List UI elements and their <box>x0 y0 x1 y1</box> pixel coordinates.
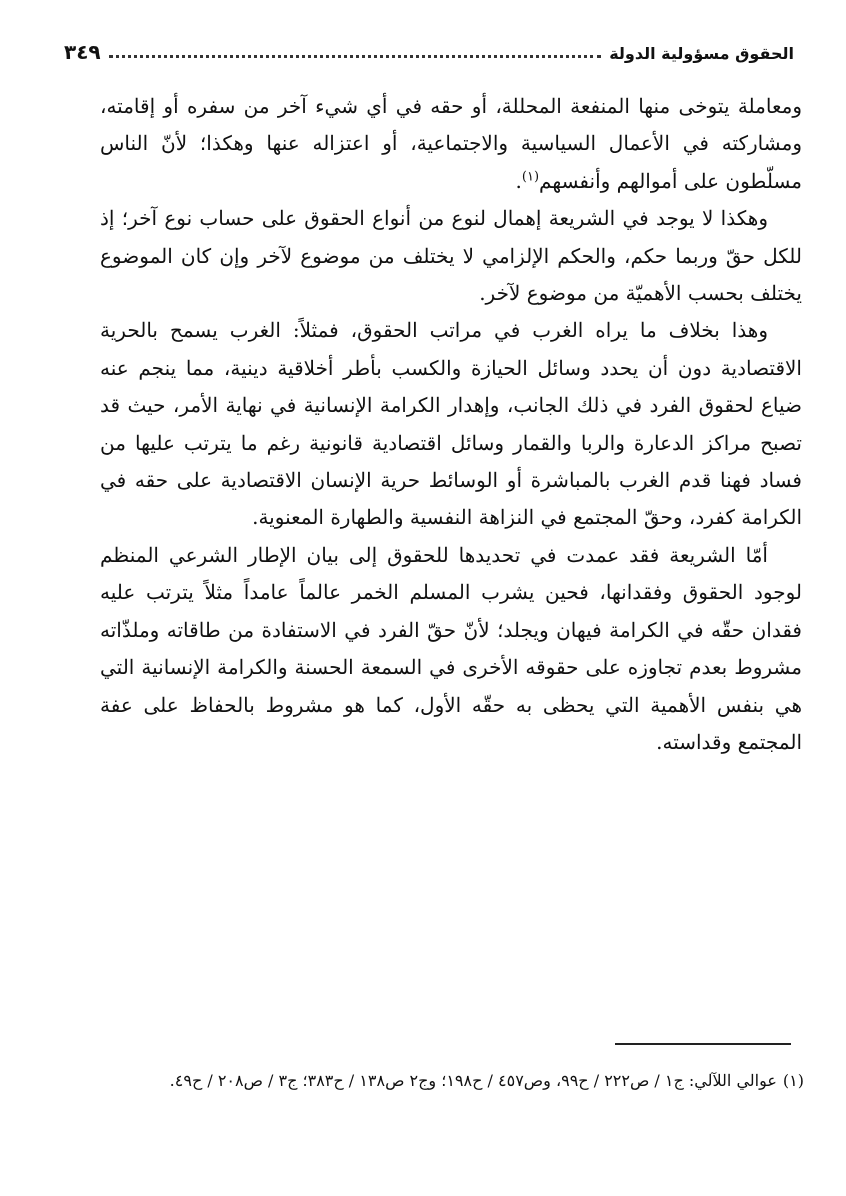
main-text <box>100 88 802 761</box>
page-header <box>64 28 794 62</box>
footnote-text: عوالي اللآلي: ج١ / ص٢٢٢ / ح٩٩، وص٤٥٧ / ح١٩٨؛ وج٢ ص١٣٨ / ح٣٨٣؛ ج٣ / ص٢٠٨ / ح٤٩. <box>169 1071 777 1090</box>
paragraph-text: ومعاملة يتوخى منها المنفعة المحللة، أو حقه في أي شيء آخر من سفره أو إقامته، ومشاركته في الأعمال السياسية والاجتماعية، أو اعتزاله عنها وهكذا؛ لأنّ الناس مسلّطون على أموالهم وأنفسهم <box>100 94 802 193</box>
running-title: الحقوق مسؤولية الدولة <box>609 44 794 63</box>
paragraph: أمّا الشريعة فقد عمدت في تحديدها للحقوق إلى بيان الإطار الشرعي المنظم لوجود الحقوق وفقدانها، فحين يشرب المسلم الخمر عالماً عامداً مثلاً يترتب عليه فقدان حقّه في الكرامة فيهان ويجلد؛ لأنّ حقّ الفرد في الاستفادة من طاقاته وملذّاته مشروط بعدم تجاوزه على حقوقه الأخرى في السمعة الحسنة والكرامة الإنسانية التي هي بنفس الأهمية التي يحظى به حقّه الأول، كما هو مشروط بالحفاظ على عفة المجتمع وقداسته. <box>100 542 802 754</box>
paragraph <box>100 88 802 200</box>
paragraph-end: . <box>515 168 522 193</box>
page-number: ٣٤٩ <box>64 40 101 64</box>
paragraph: وهذا بخلاف ما يراه الغرب في مراتب الحقوق، فمثلاً: الغرب يسمح بالحرية الاقتصادية دون أن يحدد وسائل الحيازة والكسب بأطر أخلاقية دينية، مما ينجم عنه ضياع لحقوق الفرد في ذلك الجانب، وإهدار الكرامة الإنسانية في نهاية الأمر، حيث قد تصبح مراكز الدعارة والربا والقمار وسائل اقتصادية قانونية رغم ما يترتب عليها من فساد فهنا قدم الغرب بالمباشرة أو الوسائط حرية الإنسان الاقتصادية على حقه في الكرامة كفرد، وحقّ المجتمع في النزاهة النفسية والطهارة المعنوية. <box>100 318 802 530</box>
footnote-reference[interactable]: (١) <box>521 169 540 185</box>
dotted-leader <box>109 55 602 58</box>
footnote <box>44 1062 804 1099</box>
footnote-number: (١) <box>782 1071 804 1090</box>
footnote-divider <box>615 1043 791 1045</box>
paragraph: وهكذا لا يوجد في الشريعة إهمال لنوع من أنواع الحقوق على حساب نوع آخر؛ إذ للكل حقّ وربما حكم، والحكم الإلزامي لا يختلف من موضوع لآخر وإن كان الموضوع يختلف بحسب الأهميّة من موضوع لآخر. <box>100 206 802 306</box>
